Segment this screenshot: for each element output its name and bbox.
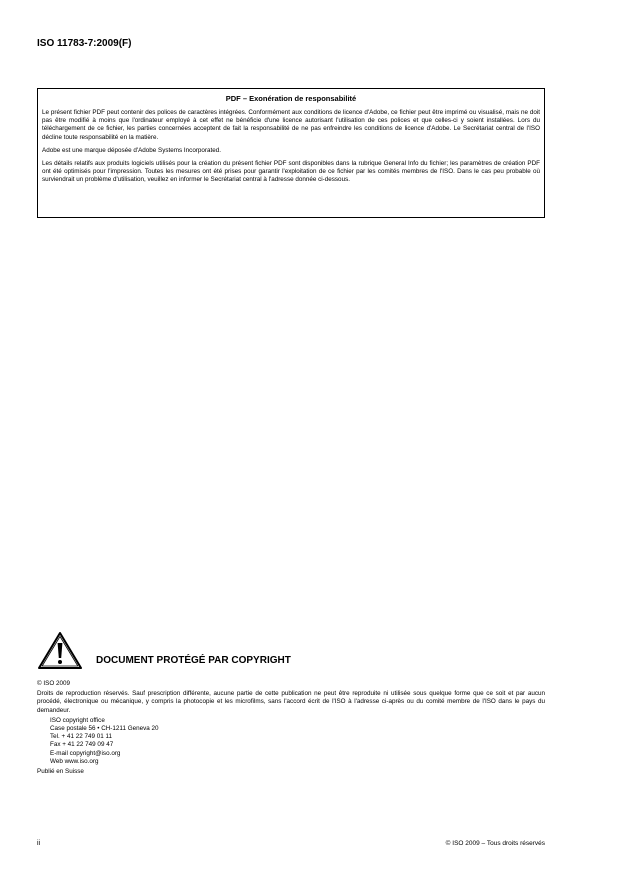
disclaimer-paragraph-3: Les détails relatifs aux produits logiciels utilisés pour la création du présent fichier PDF sont disponibles dans la rubrique General Info du fichier; les paramètres de création PDF ont été optimisés pour l'impression. Toutes les mesures ont été prises pour garantir l'exploitation de ce fichier par les comités membres de l'ISO. Dans le cas peu probable où surviendrait un problème d'utilisation, veuillez en informer le Secrétariat central à l'adresse donnée ci-dessous. xyxy=(42,160,540,184)
footer-copyright: © ISO 2009 – Tous droits réservés xyxy=(445,840,545,847)
address-line-tel: Tel. + 41 22 749 01 11 xyxy=(50,733,113,741)
published-in: Publié en Suisse xyxy=(37,768,84,776)
address-line-office: ISO copyright office xyxy=(50,716,105,724)
copyright-year: © ISO 2009 xyxy=(37,680,70,687)
copyright-heading: DOCUMENT PROTÉGÉ PAR COPYRIGHT xyxy=(96,655,291,666)
address-line-email[interactable]: E-mail copyright@iso.org xyxy=(50,749,121,757)
disclaimer-paragraph-1: Le présent fichier PDF peut contenir des polices de caractères intégrées. Conformément aux conditions de licence d'Adobe, ce fichier peut être imprimé ou visualisé, mais ne doit pas être modifié à moins que l'ordinateur employé à cet effet ne bénéficie d'une licence autorisant l'utilisation de ces polices et que celles-ci y soient installées. Lors du téléchargement de ce fichier, les parties concernées acceptent de fait la responsabilité de ne pas enfreindre les conditions de licence d'Adobe. Le Secrétariat central de l'ISO décline toute responsabilité en la matière. xyxy=(42,109,540,141)
copyright-notice xyxy=(37,680,545,776)
address-line-fax: Fax + 41 22 749 09 47 xyxy=(50,741,114,749)
disclaimer-paragraph-2: Adobe est une marque déposée d'Adobe Systems Incorporated. xyxy=(42,146,222,154)
copyright-rights-text: Droits de reproduction réservés. Sauf prescription différente, aucune partie de cette publication ne peut être reproduite ni utilisée sous quelque forme que ce soit et par aucun procédé, électronique ou mécanique, y compris la photocopie et les microfilms, sans l'accord écrit de l'ISO à l'adresse ci-après ou du comité membre de l'ISO dans le pays du demandeur. xyxy=(37,690,545,714)
warning-triangle-icon xyxy=(37,630,83,670)
address-line-web[interactable]: Web www.iso.org xyxy=(50,757,99,765)
document-id: ISO 11783-7:2009(F) xyxy=(37,38,132,49)
iso-address xyxy=(37,717,545,766)
disclaimer-title: PDF – Exonération de responsabilité xyxy=(225,94,357,103)
pdf-disclaimer-box xyxy=(37,88,545,218)
address-line-postal: Case postale 56 • CH-1211 Geneva 20 xyxy=(50,725,159,733)
page-number: ii xyxy=(37,840,41,847)
